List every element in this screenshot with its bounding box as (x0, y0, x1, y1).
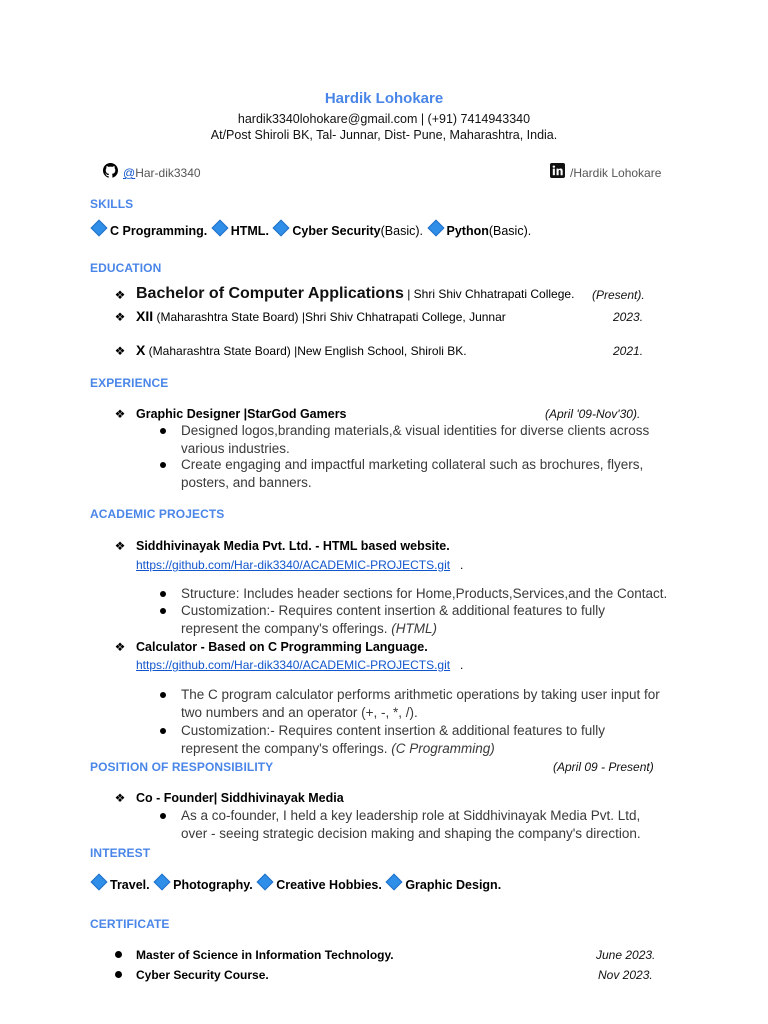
star-bullet-icon: ❖ (114, 310, 126, 324)
resume-name: Hardik Lohokare (324, 90, 444, 107)
projects-heading: ACADEMIC PROJECTS (90, 507, 225, 521)
interest-row (90, 876, 501, 892)
diamond-bullet-icon (91, 220, 108, 237)
diamond-bullet-icon (211, 220, 228, 237)
certificate-name: Cyber Security Course. (136, 968, 269, 982)
interest-heading: INTEREST (90, 846, 151, 860)
dot-bullet-icon (160, 428, 166, 434)
education-degree: Bachelor of Computer Applications (136, 285, 404, 302)
education-detail: (Maharashtra State Board) |Shri Shiv Chhatrapati College, Junnar (153, 310, 506, 324)
diamond-bullet-icon (386, 874, 403, 891)
interest-item: Creative Hobbies. (276, 878, 382, 892)
skill-qualifier: (Basic). (380, 224, 424, 238)
project-tag: (C Programming) (391, 740, 495, 756)
experience-heading: EXPERIENCE (90, 376, 169, 390)
linkedin-handle[interactable]: /Hardik Lohokare (570, 166, 662, 180)
github-handle: Har-dik3340 (135, 166, 201, 180)
responsibility-bullet: As a co-founder, I held a key leadership role at Siddhivinayak Media Pvt. Ltd, over - seeing strategic decision making and shaping the company's direction. (181, 808, 641, 841)
experience-date: (April '09-Nov'30). (545, 407, 641, 421)
diamond-bullet-icon (427, 220, 444, 237)
experience-bullet: Designed logos,branding materials,& visual identities for diverse clients across various industries. (181, 423, 650, 456)
project-bullet-text: Customization:- Requires content insertion & additional features to fully represent the company's offerings. (181, 723, 605, 756)
experience-role: Graphic Designer |StarGod Gamers (136, 407, 347, 421)
certificate-heading: CERTIFICATE (90, 917, 170, 931)
dot-bullet-icon (115, 951, 122, 958)
star-bullet-icon: ❖ (114, 791, 126, 805)
project-link[interactable]: https://github.com/Har-dik3340/ACADEMIC-PROJECTS.git (136, 558, 451, 572)
skill-item: Python (446, 224, 489, 238)
github-icon[interactable] (103, 163, 118, 183)
education-date: (Present). (592, 288, 645, 302)
dot-bullet-icon (160, 462, 166, 468)
skill-item: Cyber Security (292, 224, 381, 238)
certificate-date: Nov 2023. (598, 968, 653, 982)
skills-row (90, 222, 531, 238)
project-title: Calculator - Based on C Programming Language. (136, 640, 428, 654)
project-tag: (HTML) (391, 620, 437, 636)
dot-bullet-icon (160, 728, 166, 734)
interest-item: Photography. (173, 878, 253, 892)
project-title: Siddhivinayak Media Pvt. Ltd. - HTML based website. (136, 539, 450, 553)
dot-bullet-icon (160, 692, 166, 698)
interest-item: Travel. (110, 878, 150, 892)
diamond-bullet-icon (154, 874, 171, 891)
project-bullet: The C program calculator performs arithmetic operations by taking user input for two numbers and an operator (+, -, *, /). (181, 687, 660, 720)
star-bullet-icon: ❖ (114, 640, 126, 654)
education-detail: | Shri Shiv Chhatrapati College. (403, 287, 575, 301)
dot-bullet-icon (160, 608, 166, 614)
star-bullet-icon: ❖ (114, 344, 126, 358)
skill-item: HTML. (230, 224, 269, 238)
responsibility-role: Co - Founder| Siddhivinayak Media (136, 791, 344, 805)
education-date: 2023. (613, 310, 644, 324)
github-at: @ (123, 166, 136, 180)
experience-bullet: Create engaging and impactful marketing collateral such as brochures, flyers, posters, and banners. (181, 457, 644, 490)
github-link[interactable] (123, 166, 201, 180)
skills-heading: SKILLS (90, 197, 134, 211)
education-date: 2021. (613, 344, 644, 358)
diamond-bullet-icon (257, 874, 274, 891)
project-bullet: Structure: Includes header sections for Home,Products,Services,and the Contact. (181, 586, 668, 601)
interest-item: Graphic Design. (405, 878, 502, 892)
dot-bullet-icon (115, 971, 122, 978)
responsibility-heading: POSITION OF RESPONSIBILITY (90, 760, 274, 774)
education-detail: (Maharashtra State Board) |New English School, Shiroli BK. (145, 344, 467, 358)
star-bullet-icon: ❖ (114, 288, 126, 302)
certificate-date: June 2023. (596, 948, 656, 962)
education-degree: XII (136, 308, 154, 324)
linkedin-icon[interactable] (550, 163, 565, 183)
star-bullet-icon: ❖ (114, 407, 126, 421)
education-item (136, 342, 467, 360)
project-link[interactable]: https://github.com/Har-dik3340/ACADEMIC-PROJECTS.git (136, 658, 451, 672)
skill-qualifier: (Basic). (488, 224, 532, 238)
star-bullet-icon: ❖ (114, 539, 126, 553)
contact-line: hardik3340lohokare@gmail.com | (+91) 7414943340 (237, 112, 531, 126)
skill-item: C Programming. (110, 224, 208, 238)
diamond-bullet-icon (91, 874, 108, 891)
address-line: At/Post Shiroli BK, Tal- Junnar, Dist- Pune, Maharashtra, India. (210, 128, 558, 142)
education-item (136, 285, 574, 303)
dot-bullet-icon (160, 591, 166, 597)
project-bullet (181, 602, 641, 637)
dot-bullet-icon (160, 813, 166, 819)
education-heading: EDUCATION (90, 261, 162, 275)
certificate-name: Master of Science in Information Technology. (136, 948, 394, 962)
responsibility-date: (April 09 - Present) (553, 760, 654, 774)
diamond-bullet-icon (273, 220, 290, 237)
project-bullet (181, 722, 641, 757)
education-item (136, 308, 506, 326)
education-degree: X (136, 342, 146, 358)
project-bullet-text: Customization:- Requires content insertion & additional features to fully represent the company's offerings. (181, 603, 605, 636)
